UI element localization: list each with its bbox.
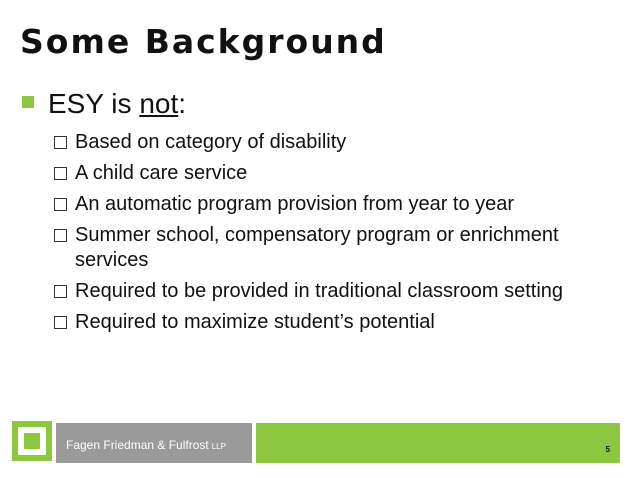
main-bullet-emphasis: not	[139, 88, 179, 119]
sub-bullet-text: A child care service	[75, 162, 248, 184]
firm-name-text: Fagen Friedman & Fulfrost	[66, 438, 209, 452]
slide-number: 5	[605, 445, 610, 454]
sub-bullet-item	[54, 310, 614, 335]
sub-bullet-item	[54, 279, 614, 304]
green-square-bullet-icon	[22, 96, 34, 108]
sub-bullet-item	[54, 130, 614, 155]
checkbox-bullet-icon	[54, 198, 67, 211]
sub-bullet-item	[54, 223, 614, 273]
main-bullet-suffix: :	[178, 88, 187, 119]
main-bullet	[22, 88, 186, 120]
checkbox-bullet-icon	[54, 167, 67, 180]
checkbox-bullet-icon	[54, 285, 67, 298]
slide-footer	[0, 421, 638, 465]
firm-suffix: LLP	[211, 442, 226, 451]
checkbox-bullet-icon	[54, 229, 67, 242]
firm-name	[66, 438, 226, 452]
sub-bullet-item	[54, 161, 614, 186]
sub-bullet-item	[54, 192, 614, 217]
footer-green-bar	[256, 423, 620, 463]
main-bullet-prefix: ESY is	[48, 88, 140, 119]
sub-bullet-text: An automatic program provision from year to year	[75, 193, 515, 215]
firm-logo-icon	[12, 421, 52, 461]
sub-bullet-text: Required to maximize student’s potential	[75, 311, 435, 333]
checkbox-bullet-icon	[54, 316, 67, 329]
slide-title: Some Background	[20, 22, 387, 61]
checkbox-bullet-icon	[54, 136, 67, 149]
sub-bullet-text: Summer school, compensatory program or enrichment services	[75, 224, 559, 271]
sub-bullet-text: Required to be provided in traditional classroom setting	[75, 280, 564, 302]
firm-name-bar	[56, 423, 252, 463]
sub-bullet-text: Based on category of disability	[75, 131, 347, 153]
sub-bullet-list	[54, 130, 614, 341]
